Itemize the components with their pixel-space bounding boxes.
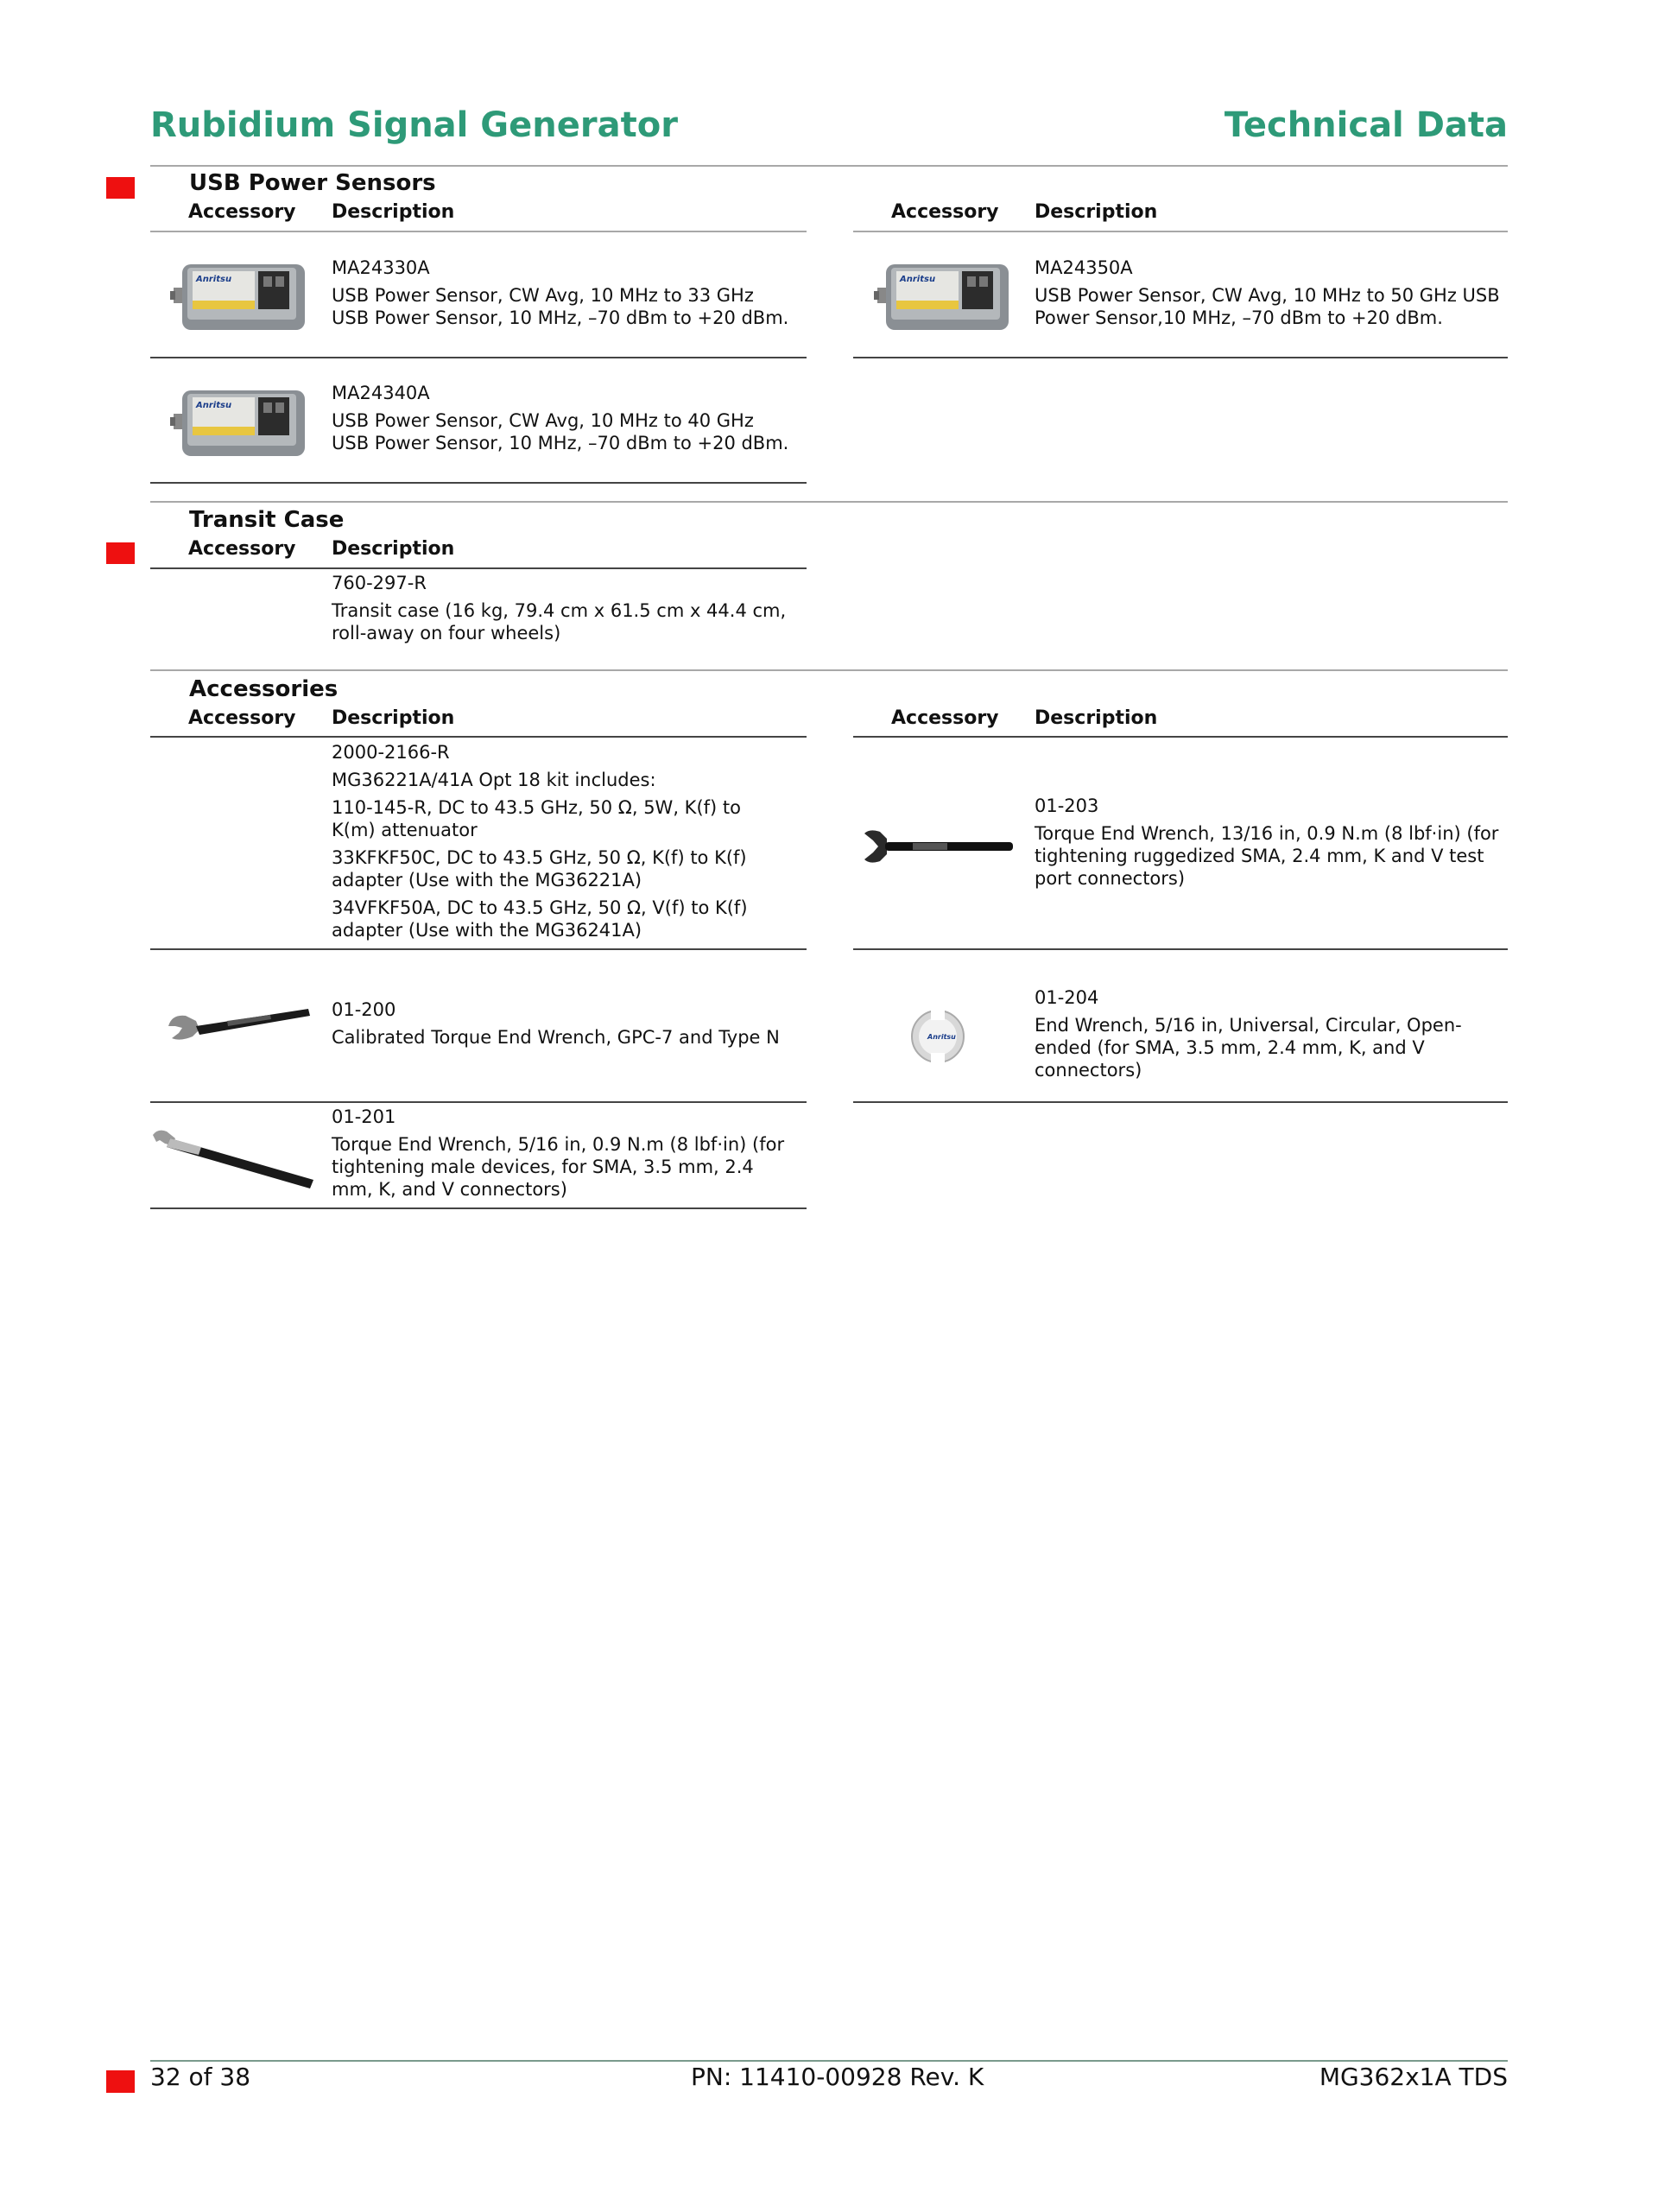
item-description: USB Power Sensor, CW Avg, 10 MHz to 33 GHz USB Power Sensor, 10 MHz, –70 dBm to +20 dBm. bbox=[332, 285, 789, 328]
item-description: USB Power Sensor, CW Avg, 10 MHz to 40 GHz USB Power Sensor, 10 MHz, –70 dBm to +20 dBm. bbox=[332, 410, 789, 453]
part-number: MA24330A bbox=[332, 257, 430, 278]
section-rule bbox=[150, 669, 1508, 671]
accessory-col-header: Accessory bbox=[891, 201, 999, 223]
section-rule bbox=[150, 501, 1508, 503]
item-description: Torque End Wrench, 13/16 in, 0.9 N.m (8 lbf·in) (for tightening ruggedized SMA, 2.4 mm, K and V test port connectors) bbox=[1035, 823, 1499, 889]
row-rule bbox=[150, 948, 807, 950]
table-rule bbox=[150, 567, 807, 569]
usb-section-title: USB Power Sensors bbox=[189, 170, 436, 196]
description-col-header: Description bbox=[1035, 201, 1158, 223]
description-col-header: Description bbox=[332, 201, 455, 223]
torque-wrench-image bbox=[167, 1002, 313, 1054]
table-rule bbox=[150, 736, 807, 738]
power-sensor-image bbox=[170, 385, 308, 463]
part-number: MA24350A bbox=[1035, 257, 1133, 278]
part-number: 760-297-R bbox=[332, 573, 427, 593]
brand-logo: Anritsu bbox=[196, 275, 232, 284]
header-rule bbox=[150, 165, 1508, 167]
power-sensor-image bbox=[874, 259, 1012, 337]
item-description: Calibrated Torque End Wrench, GPC-7 and Type N bbox=[332, 1027, 780, 1048]
item-description: End Wrench, 5/16 in, Universal, Circular, Open-ended (for SMA, 3.5 mm, 2.4 mm, K, and V connectors) bbox=[1035, 1015, 1462, 1081]
brand-logo: Anritsu bbox=[196, 401, 232, 410]
row-rule bbox=[853, 1101, 1508, 1103]
row-rule bbox=[150, 1101, 807, 1103]
description-col-header: Description bbox=[332, 538, 455, 560]
item-description: USB Power Sensor, CW Avg, 10 MHz to 50 GHz USB Power Sensor,10 MHz, –70 dBm to +20 dBm. bbox=[1035, 285, 1500, 328]
row-rule bbox=[150, 1207, 807, 1209]
table-rule bbox=[853, 231, 1508, 232]
table-rule bbox=[853, 736, 1508, 738]
accessory-col-header: Accessory bbox=[188, 707, 296, 729]
kit-item: 34VFKF50A, DC to 43.5 GHz, 50 Ω, V(f) to K(f) adapter (Use with the MG36241A) bbox=[332, 897, 748, 941]
footer-rule bbox=[150, 2060, 1508, 2062]
row-rule bbox=[150, 482, 807, 484]
brand-logo: Anritsu bbox=[927, 1033, 956, 1041]
part-number: 01-203 bbox=[1035, 795, 1099, 816]
page-number: 32 of 38 bbox=[150, 2063, 251, 2091]
accessory-col-header: Accessory bbox=[188, 201, 296, 223]
accessories-section-title: Accessories bbox=[189, 676, 339, 702]
change-marker bbox=[106, 177, 135, 199]
kit-item: 33KFKF50C, DC to 43.5 GHz, 50 Ω, K(f) to K(f) adapter (Use with the MG36221A) bbox=[332, 847, 747, 891]
row-rule bbox=[853, 357, 1508, 358]
kit-item: 110-145-R, DC to 43.5 GHz, 50 Ω, 5W, K(f) to K(m) attenuator bbox=[332, 797, 741, 840]
row-rule bbox=[150, 357, 807, 358]
section-label: Technical Data bbox=[1224, 105, 1508, 145]
power-sensor-image bbox=[170, 259, 308, 337]
accessory-col-header: Accessory bbox=[891, 707, 999, 729]
document-part-number: PN: 11410-00928 Rev. K bbox=[691, 2063, 984, 2091]
kit-intro: MG36221A/41A Opt 18 kit includes: bbox=[332, 770, 656, 790]
description-col-header: Description bbox=[1035, 707, 1158, 729]
row-rule bbox=[853, 948, 1508, 950]
change-marker bbox=[106, 2070, 135, 2093]
part-number: 01-201 bbox=[332, 1106, 396, 1127]
torque-wrench-image bbox=[149, 1123, 318, 1192]
part-number: MA24340A bbox=[332, 383, 430, 403]
change-marker bbox=[106, 542, 135, 564]
circular-wrench-image bbox=[905, 1006, 974, 1067]
transit-section-title: Transit Case bbox=[189, 507, 345, 533]
item-description: Transit case (16 kg, 79.4 cm x 61.5 cm x 44.4 cm, roll-away on four wheels) bbox=[332, 600, 787, 643]
description-col-header: Description bbox=[332, 707, 455, 729]
item-description: Torque End Wrench, 5/16 in, 0.9 N.m (8 lbf·in) (for tightening male devices, for SMA, 3.5 mm, 2.4 mm, K, and V connectors) bbox=[332, 1134, 785, 1200]
part-number: 01-204 bbox=[1035, 987, 1099, 1008]
accessory-col-header: Accessory bbox=[188, 538, 296, 560]
torque-wrench-image bbox=[861, 825, 1016, 868]
document-name: MG362x1A TDS bbox=[1319, 2063, 1508, 2091]
brand-logo: Anritsu bbox=[900, 275, 936, 284]
document-title: Rubidium Signal Generator bbox=[150, 105, 678, 145]
part-number: 01-200 bbox=[332, 999, 396, 1020]
table-rule bbox=[150, 231, 807, 232]
part-number: 2000-2166-R bbox=[332, 742, 450, 763]
